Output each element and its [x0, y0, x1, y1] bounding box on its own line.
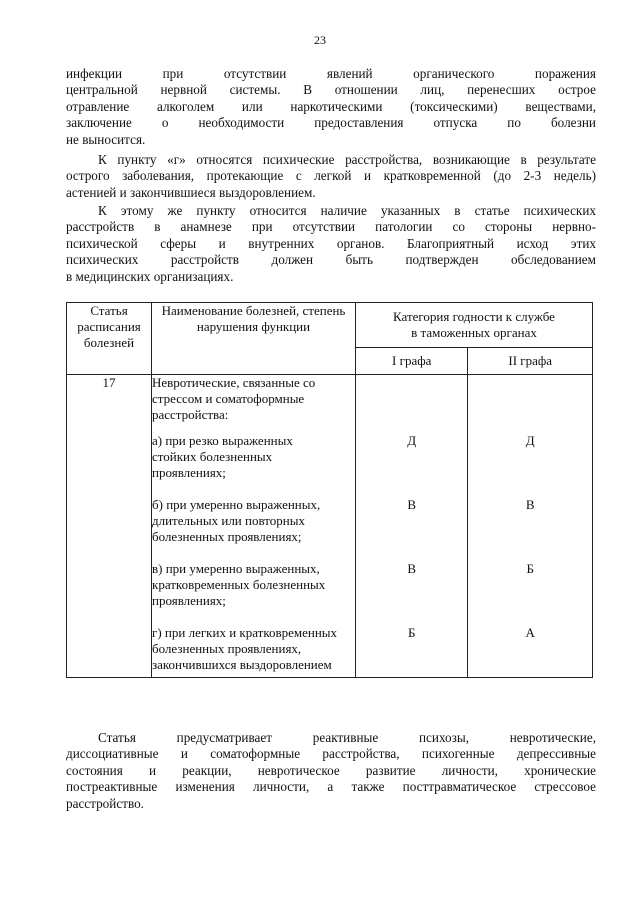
text-line: острого заболевания, протекающие с легкой и кратковременной (до 2-3 недель): [66, 168, 596, 184]
text-line: состояния и реакции, невротическое развитие личности, хронические: [66, 762, 596, 778]
table-header-row: [67, 303, 593, 348]
text-line: постреактивные изменения личности, а также посттравматическое стрессовое: [66, 779, 596, 795]
disease-list: [152, 375, 356, 678]
text-line: астенией и закончившиеся выздоровлением.: [66, 184, 316, 200]
article-number: 17: [67, 375, 152, 678]
header-category: Категория годности к службе в таможенных органах: [356, 303, 593, 348]
text-line: в медицинских организациях.: [66, 268, 234, 284]
text-line: инфекции при отсутствии явлений органического поражения: [66, 66, 596, 81]
header-graph-2: II графа: [468, 348, 593, 375]
text-line: Статья предусматривает реактивные психозы, невротические,: [98, 730, 596, 745]
header-article: Статья расписания болезней: [67, 303, 152, 375]
text-line: диссоциативные и соматоформные расстройства, психогенные депрессивные: [66, 746, 596, 762]
header-disease: Наименование болезней, степень нарушения функции: [152, 303, 356, 375]
text-line: К пункту «г» относятся психические расстройства, возникающие в результате: [98, 152, 596, 167]
grade-value: Б: [526, 561, 534, 576]
header-graph-1: I графа: [356, 348, 468, 375]
text-line: центральной нервной системы. В отношении лиц, перенесших острое: [66, 82, 596, 98]
text-line: психических расстройств должен быть подтвержден обследованием: [66, 252, 596, 268]
fitness-category-table: [66, 302, 593, 678]
table-row: [67, 375, 593, 678]
text-line: расстройство.: [66, 795, 144, 811]
grade-value: Б: [407, 625, 416, 640]
grade-value: А: [525, 625, 535, 640]
disease-heading: Невротические, связанные со стрессом и соматоформные расстройства:: [152, 375, 316, 422]
grade-value: Д: [407, 433, 417, 448]
paragraph-3: [66, 203, 596, 285]
text-line: не выносится.: [66, 131, 146, 147]
text-line: психической сферы и внутренних органов. Благоприятный исход этих: [66, 235, 596, 251]
paragraph-1: [66, 66, 596, 148]
grade-value: В: [525, 497, 535, 512]
disease-item-a: а) при резко выраженных стойких болезненных проявлениях;: [152, 433, 293, 480]
paragraph-4: [66, 730, 596, 812]
grade-value: В: [407, 497, 417, 512]
grade-value: Д: [525, 433, 535, 448]
text-line: расстройств в анамнезе при отсутствии патологии со стороны нервно-: [66, 219, 596, 235]
grade-value: В: [407, 561, 417, 576]
graph-1-values: [356, 375, 468, 678]
disease-item-b: б) при умеренно выраженных, длительных или повторных болезненных проявлениях;: [152, 497, 321, 544]
disease-item-g: г) при легких и кратковременных болезненных проявлениях, закончившихся выздоровлением: [152, 625, 338, 672]
text-line: К этому же пункту относится наличие указанных в статье психических: [98, 203, 596, 218]
paragraph-2: [66, 152, 596, 201]
disease-item-v: в) при умеренно выраженных, кратковременных болезненных проявлениях;: [152, 561, 326, 608]
graph-2-values: [468, 375, 593, 678]
text-line: отравление алкоголем или наркотическими (токсическими) веществами,: [66, 98, 596, 114]
text-line: заключение о необходимости предоставления отпуска по болезни: [66, 115, 596, 131]
page-number: 23: [314, 33, 326, 47]
